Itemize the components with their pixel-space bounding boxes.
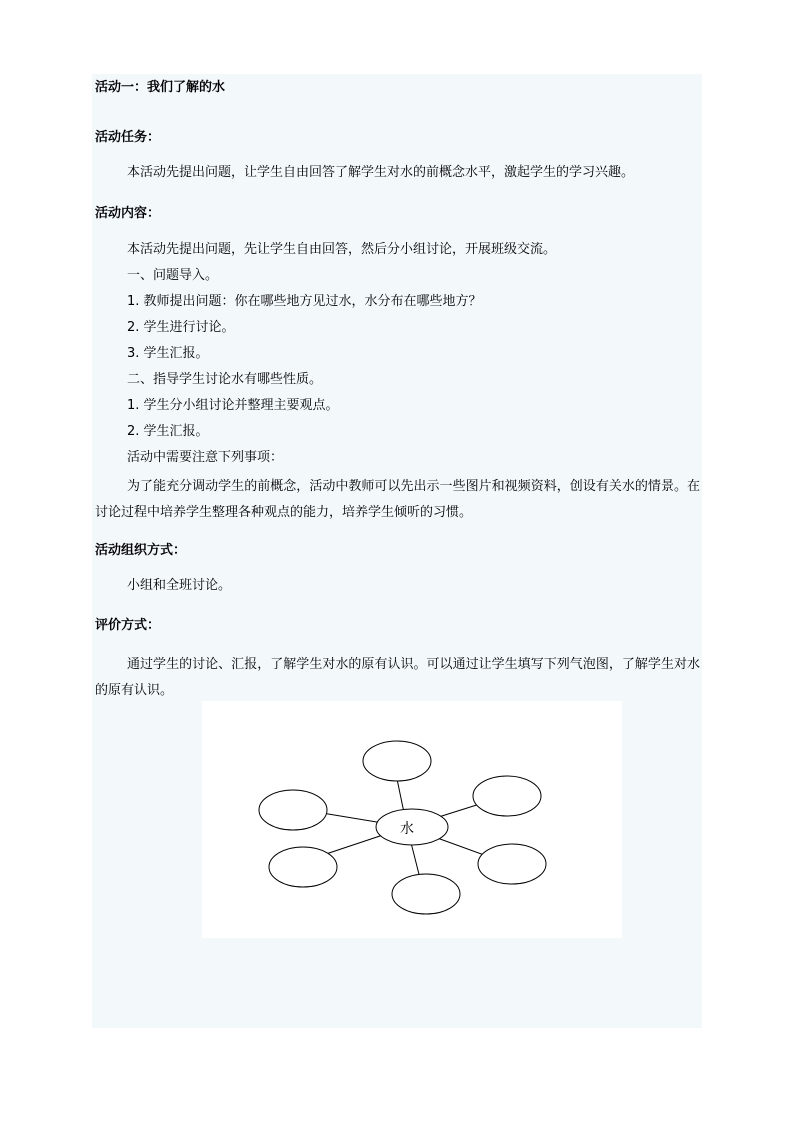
section-title: 活动一：我们了解的水 [95, 80, 226, 95]
part2-item-1: 1. 学生分小组讨论并整理主要观点。 [127, 398, 339, 413]
bubble-bottom [392, 874, 460, 914]
evaluation-heading: 评价方式： [95, 618, 161, 633]
bubble-upper-right [473, 776, 541, 816]
bubble-map [202, 701, 622, 938]
task-text: 本活动先提出问题，让学生自由回答了解学生对水的前概念水平，激起学生的学习兴趣。 [127, 165, 635, 180]
content-heading: 活动内容： [95, 206, 161, 221]
content-intro: 本活动先提出问题，先让学生自由回答，然后分小组讨论，开展班级交流。 [127, 242, 557, 257]
evaluation-text: 通过学生的讨论、汇报，了解学生对水的原有认识。可以通过让学生填写下列气泡图，了解学生对水的原有认识。 [95, 657, 700, 698]
part1-item-1: 1. 教师提出问题：你在哪些地方见过水，水分布在哪些地方？ [127, 294, 482, 309]
organization-text: 小组和全班讨论。 [127, 578, 232, 593]
organization-heading: 活动组织方式： [95, 543, 187, 558]
part1-item-2: 2. 学生进行讨论。 [127, 320, 235, 335]
bubble-map-svg [202, 701, 622, 938]
part2-item-2: 2. 学生汇报。 [127, 424, 209, 439]
part1-item-3: 3. 学生汇报。 [127, 346, 209, 361]
bubble-lower-right [478, 844, 546, 884]
notes-title: 活动中需要注意下列事项： [127, 450, 284, 465]
bubble-upper-left [259, 790, 327, 830]
bubble-lower-left [269, 847, 337, 887]
task-heading: 活动任务： [95, 130, 161, 145]
notes-text: 为了能充分调动学生的前概念，活动中教师可以先出示一些图片和视频资料，创设有关水的情景。在讨论过程中培养学生整理各种观点的能力，培养学生倾听的习惯。 [95, 479, 700, 520]
part1-title: 一、问题导入。 [127, 268, 219, 283]
bubble-top [363, 741, 431, 781]
center-label: 水 [400, 821, 414, 837]
part2-title: 二、指导学生讨论水有哪些性质。 [127, 372, 323, 387]
